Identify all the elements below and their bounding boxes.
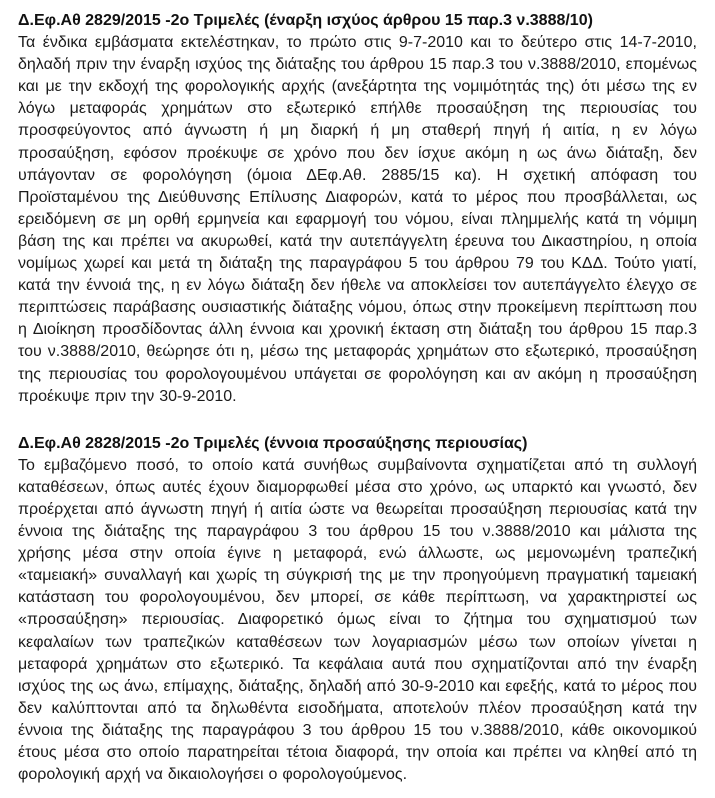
- section-body-text: Τα ένδικα εμβάσματα εκτελέστηκαν, το πρώτο στις 9-7-2010 και το δεύτερο στις 14-7-2010, δηλαδή πριν την έναρξη ισχύος της διάταξης του άρθρου 15 παρ.3 του ν.3888/2010, επομένως και με την εκδοχή της φορολογικής αρχής (ανεξάρτητα της νομιμότητάς της) ότι μέσω της εν λόγω μεταφοράς χρημάτων στο εξωτερικό επήλθε προσαύξηση της περιουσίας του προσφεύγοντος από άγνωστη ή μη διαρκή ή μη σταθερή πηγή ή αιτία, η εν λόγω προσαύξηση, εφόσον προέκυψε σε χρόνο που δεν ίσχυε ακόμη η ως άνω διάταξη, δεν υπάγονταν σε φορολόγηση (όμοια ΔΕφ.Αθ. 2885/15 κα). Η σχετική απόφαση του Προϊσταμένου της Διεύθυνσης Επίλυσης Διαφορών, κατά το μέρος που προσβάλλεται, ως ερειδόμενη σε μη ορθή ερμηνεία και εφαρμογή του νόμου, είναι πλημμελής κατά τη νόμιμη βάση της και πρέπει να ακυρωθεί, κατά την αυτεπάγγελτη έρευνα του Δικαστηρίου, η οποία νομίμως χωρεί και μετά τη διάταξη της παραγράφου 5 του άρθρου 79 του ΚΔΔ. Τούτο γιατί, κατά την έννοιά της, η εν λόγω διάταξη δεν ήθελε να αποκλείσει τον αυτεπάγγελτο έλεγχο σε περιπτώσεις παράβασης ουσιαστικής διάταξης νόμου, όπως στην προκείμενη περίπτωση που η Διοίκηση προσδίδοντας άλλη έννοια και χρονική έκταση στη διάταξη του άρθρου 15 παρ.3 του ν.3888/2010, θεώρησε ότι η, μέσω της μεταφοράς χρημάτων στο εξωτερικό, προσαύξηση της περιουσίας του φορολογουμένου υπάγεται σε φορολόγηση και αν ακόμη η προσαύξηση προέκυψε πριν την 30-9-2010.: [18, 34, 697, 405]
- section-heading: Δ.Εφ.Αθ 2828/2015 -2ο Τριμελές (έννοια προσαύξησης περιουσίας): [18, 434, 528, 452]
- section-defath-2829-2015: [18, 10, 697, 408]
- section-defath-2828-2015: [18, 433, 697, 787]
- section-body-text: Το εμβαζόμενο ποσό, το οποίο κατά συνήθως συμβαίνοντα σχηματίζεται από τη συλλογή καταθέσεων, όπως αυτές έχουν διαμορφωθεί μέσα στο χρόνο, ως υπαρκτό και γνωστό, δεν προέρχεται από άγνωστη πηγή ή αιτία ώστε να θεωρείται προσαύξηση περιουσίας κατά την έννοια της διάταξης της παραγράφου 3 του άρθρου 15 του ν.3888/2010 και μάλιστα της χρήσης μέσα στην οποία έγινε η μεταφορά, ενώ άλλωστε, ως μεμονωμένη τραπεζική «ταμειακή» συναλλαγή και χωρίς τη σύγκρισή της με την προηγούμενη πραγματική ταμειακή κατάσταση του φορολογουμένου, δεν μπορεί, σε κάθε περίπτωση, να χαρακτηριστεί ως «προσαύξηση» περιουσίας. Διαφορετικό όμως είναι το ζήτημα του σχηματισμού των κεφαλαίων των τραπεζικών καταθέσεων των λογαριασμών μέσω των οποίων γίνεται η μεταφορά χρημάτων στο εξωτερικό. Τα κεφάλαια αυτά που σχηματίζονται από την έναρξη ισχύος της ως άνω, επίμαχης, διάταξης, δηλαδή από 30-9-2010 και εφεξής, κατά το μέρος που δεν καλύπτονται από τα δηλωθέντα εισοδήματα, αποτελούν πλέον προσαύξηση κατά την έννοια της διάταξης της παραγράφου 3 του άρθρου 15 του ν.3888/2010, κάθε οικονομικού έτους μέσα στο οποίο παρατηρείται τέτοια διαφορά, την οποία και πρέπει να κληθεί από τη φορολογική αρχή να δικαιολογήσει ο φορολογούμενος.: [18, 456, 697, 784]
- section-heading: Δ.Εφ.Αθ 2829/2015 -2ο Τριμελές (έναρξη ισχύος άρθρου 15 παρ.3 ν.3888/10): [18, 12, 593, 29]
